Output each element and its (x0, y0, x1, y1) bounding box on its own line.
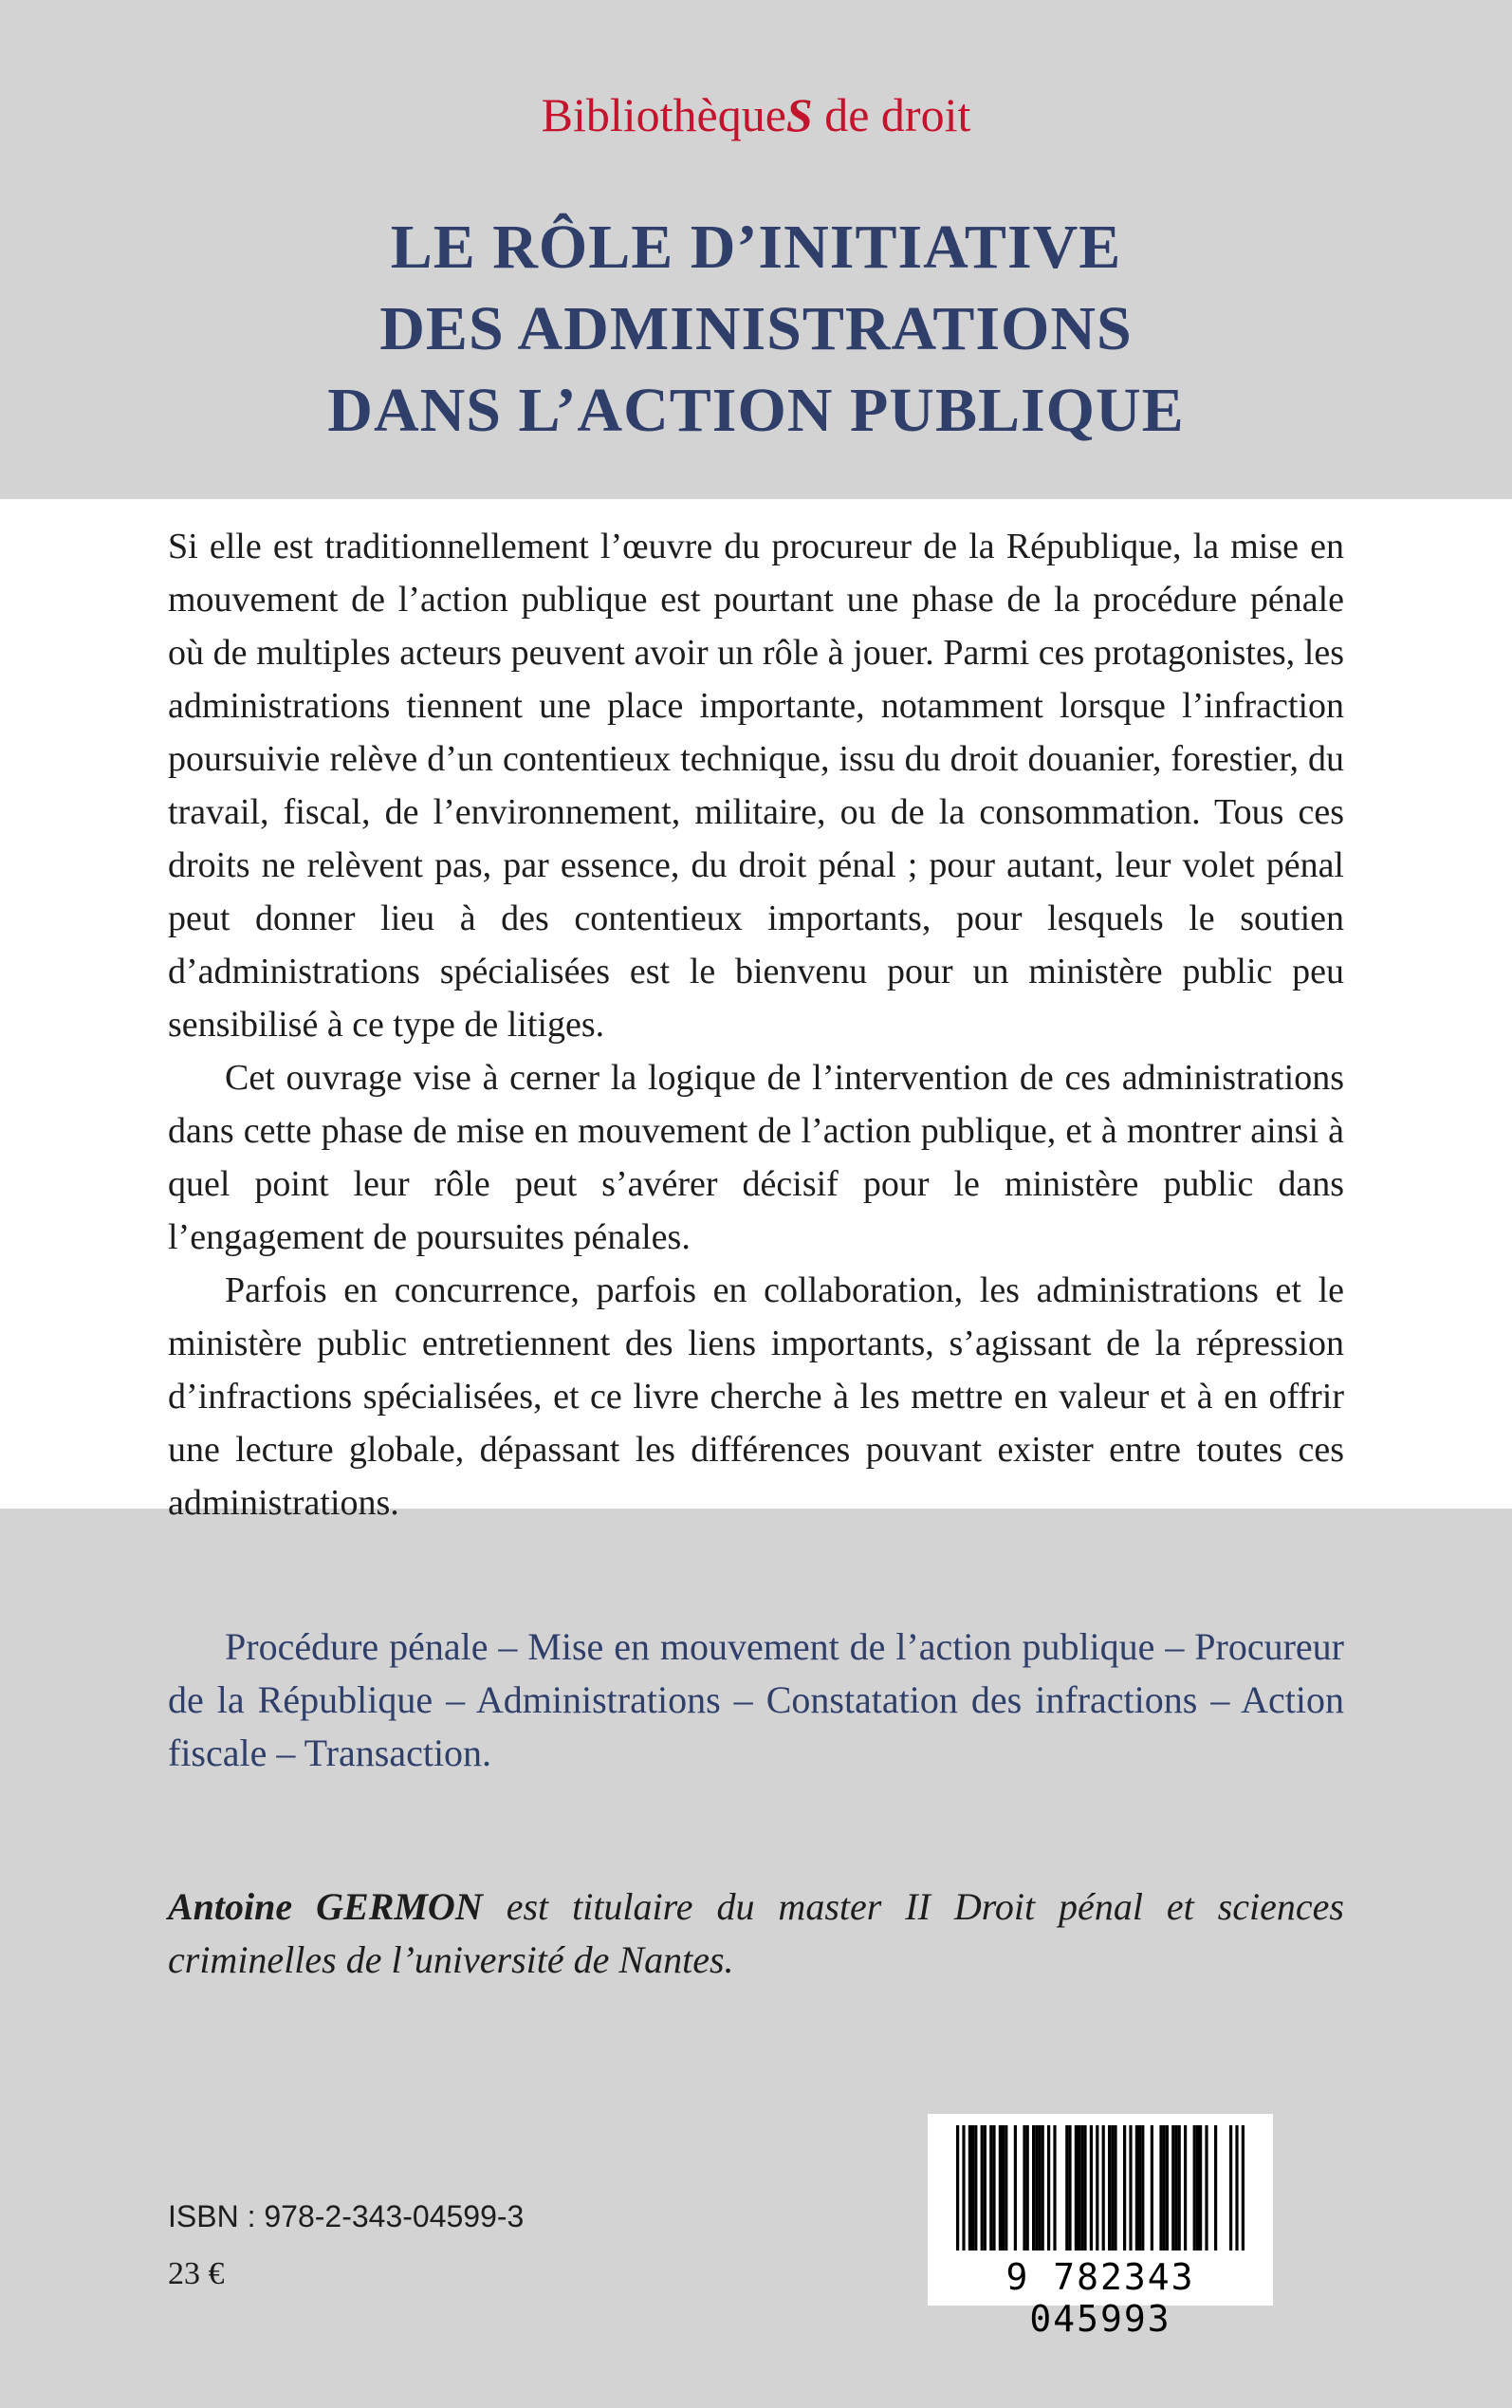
barcode-bar (1193, 2125, 1196, 2251)
barcode-bar (1163, 2125, 1166, 2251)
series-emphasis: S (785, 88, 813, 141)
barcode-bar (1138, 2125, 1141, 2251)
barcode-digits: 9 782343 045993 (1005, 2256, 1195, 2340)
description-paragraph-3: Parfois en concurrence, parfois en collaboration, les administrations et le ministère public entretiennent des liens importants, s’agissant de la répression d’infractions spécialisées, et ce livre cherche à les mettre en valeur et à en offrir une lecture globale, dépassant les différences pouvant exister entre toutes ces administrations. (168, 1270, 1344, 1523)
barcode-bar (1047, 2125, 1050, 2251)
keywords: Procédure pénale – Mise en mouvement de l’action publique – Procureur de la République – Administrations – Constatation des infractions – Action fiscale – Transaction. (168, 1625, 1344, 1774)
barcode-bar (1178, 2125, 1181, 2251)
isbn: ISBN : 978-2-343-04599-3 (168, 2199, 525, 2233)
barcode-bar (1014, 2125, 1017, 2251)
barcode-bar (999, 2125, 1002, 2251)
series-suffix: de droit (812, 88, 971, 141)
barcode-bar (1205, 2125, 1208, 2251)
description-paragraph-1: Si elle est traditionnellement l’œuvre du procureur de la République, la mise en mouvement de l’action publique est pourtant une phase de la procédure pénale où de multiples acteurs peuvent avoir un rôle à jouer. Parmi ces protagonistes, les administrations tiennent une place importante, notamment lorsque l’infraction poursuivie relève d’un contentieux technique, issu du droit douanier, forestier, du travail, fiscal, de l’environnement, militaire, ou de la consommation. Tous ces droits ne relèvent pas, par essence, du droit pénal ; pour autant, leur volet pénal peut donner lieu à des contentieux importants, pour lesquels le soutien d’administrations spécialisées est le bienvenu pour un ministère public peu sensibilisé à ce type de litiges. (168, 527, 1344, 1045)
barcode-bar (1053, 2125, 1056, 2251)
barcode-bar (1080, 2125, 1083, 2251)
title-line-1: LE RÔLE D’INITIATIVE (390, 213, 1122, 282)
title-line-3: DANS L’ACTION PUBLIQUE (327, 376, 1185, 445)
barcode (928, 2114, 1273, 2340)
barcode-bar (981, 2125, 984, 2251)
barcode-bar (984, 2125, 986, 2251)
barcode-bar (971, 2125, 974, 2251)
author-description: est titulaire du master II Droit pénal et sciences criminelles de l’université de Nantes. (168, 1885, 1344, 1981)
barcode-bar (1141, 2125, 1144, 2251)
barcode-bar (1235, 2125, 1238, 2251)
barcode-bar (1026, 2125, 1029, 2251)
barcode-bar (1075, 2125, 1078, 2251)
barcode-bar (1102, 2125, 1105, 2251)
barcode-bar (1129, 2125, 1132, 2251)
barcode-bar (1002, 2125, 1005, 2251)
barcode-bar (1184, 2125, 1187, 2251)
barcode-bar (1174, 2125, 1177, 2251)
barcode-bar (1123, 2125, 1126, 2251)
barcode-bar (1114, 2125, 1116, 2251)
barcode-bar (1166, 2125, 1169, 2251)
barcode-bar (956, 2125, 959, 2251)
barcode-bar (989, 2125, 992, 2251)
barcode-bar (992, 2125, 995, 2251)
barcode-bar (1035, 2125, 1038, 2251)
barcode-bar (1005, 2125, 1007, 2251)
series-name (0, 87, 1512, 142)
barcode-bars (928, 2114, 1273, 2256)
barcode-bar (974, 2125, 977, 2251)
barcode-bar (1214, 2125, 1217, 2251)
barcode-bar (1199, 2125, 1202, 2251)
barcode-bar (1242, 2125, 1245, 2251)
barcode-bar (1151, 2125, 1153, 2251)
barcode-bar (1196, 2125, 1199, 2251)
barcode-bar (1023, 2125, 1025, 2251)
barcode-bar (1078, 2125, 1080, 2251)
barcode-bar (962, 2125, 965, 2251)
barcode-bar (1032, 2125, 1035, 2251)
price: 23 € (168, 2256, 225, 2291)
barcode-bar (1038, 2125, 1041, 2251)
description-text (168, 520, 1344, 1529)
barcode-bar (1111, 2125, 1114, 2251)
author-bio (168, 1880, 1344, 1987)
barcode-bar (1083, 2125, 1086, 2251)
barcode-bar (1065, 2125, 1068, 2251)
barcode-bar (968, 2125, 971, 2251)
barcode-bar (1171, 2125, 1174, 2251)
barcode-bar (1096, 2125, 1098, 2251)
barcode-bar (1159, 2125, 1162, 2251)
title-line-2: DES ADMINISTRATIONS (379, 294, 1133, 363)
barcode-bar (1090, 2125, 1093, 2251)
barcode-bar (1042, 2125, 1044, 2251)
barcode-bar (1108, 2125, 1111, 2251)
barcode-bar (1229, 2125, 1232, 2251)
barcode-bar (1068, 2125, 1071, 2251)
author-name: Antoine GERMON (168, 1885, 483, 1928)
description-paragraph-2: Cet ouvrage vise à cerner la logique de l’intervention de ces administrations dans cette phase de mise en mouvement de l’action publique, et à montrer ainsi à quel point leur rôle peut s’avérer décisif pour le ministère public dans l’engagement de poursuites pénales. (168, 1058, 1344, 1257)
series-prefix: Bibliothèque (541, 88, 786, 141)
barcode-bar (1135, 2125, 1138, 2251)
book-title (0, 207, 1512, 452)
